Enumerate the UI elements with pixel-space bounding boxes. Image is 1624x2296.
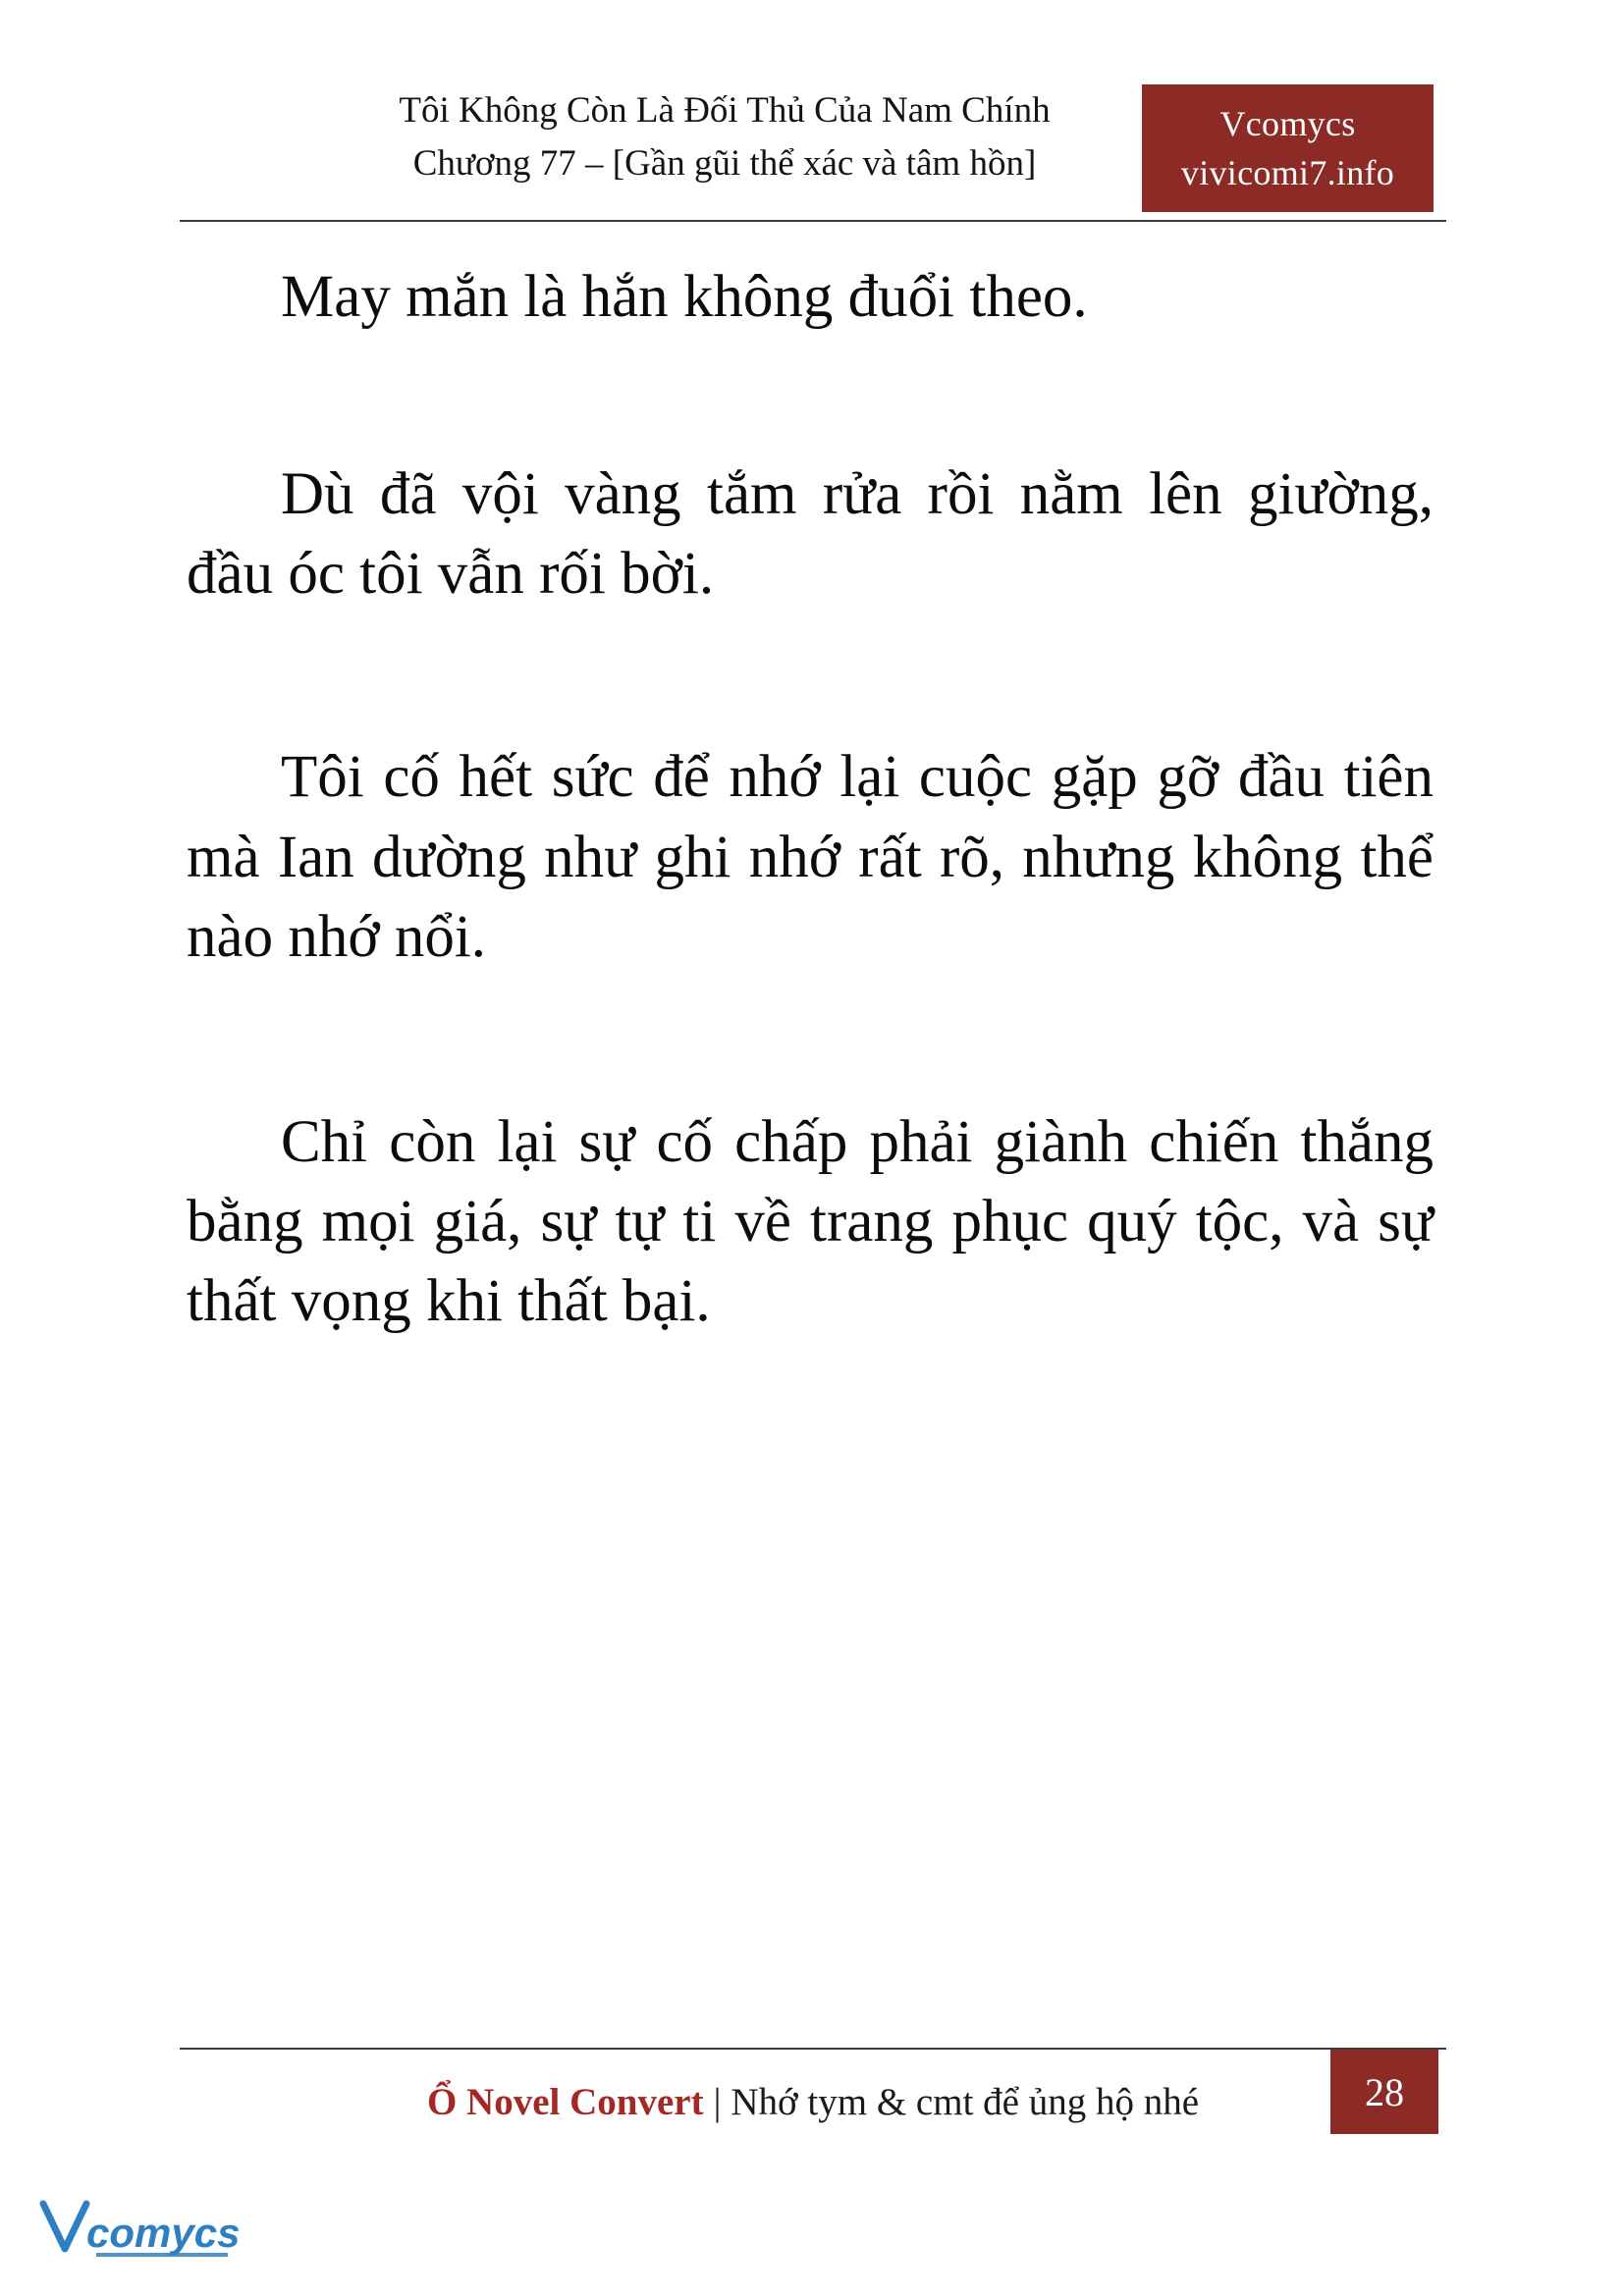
- header-title-block: [180, 84, 1270, 189]
- page-number-badge: [1330, 2050, 1438, 2134]
- vcomycs-watermark-logo: [35, 2188, 261, 2267]
- site-badge-name: Vcomycs: [1219, 103, 1356, 143]
- svg-text:comycs: comycs: [86, 2210, 241, 2256]
- site-badge-url: vivicomi7.info: [1180, 153, 1395, 192]
- header-divider: [180, 220, 1446, 222]
- footer-separator: |: [713, 2080, 722, 2123]
- chapter-title: [Gần gũi thể xác và tâm hồn]: [612, 142, 1037, 184]
- page-number: 28: [1365, 2069, 1404, 2114]
- paragraph-2: Dù đã vội vàng tắm rửa rồi nằm lên giường, đầu óc tôi vẫn rối bời.: [187, 461, 1434, 608]
- site-badge: [1142, 84, 1434, 212]
- paragraph-1: May mắn là hắn không đuổi theo.: [281, 264, 1088, 330]
- chapter-line: [180, 137, 1270, 190]
- paragraph-3: Tôi cố hết sức để nhớ lại cuộc gặp gỡ đầu tiên mà Ian dường như ghi nhớ rất rõ, nhưng không thể nào nhớ nổi.: [187, 744, 1434, 970]
- footer-credit: [180, 2065, 1446, 2138]
- footer-divider: [180, 2048, 1446, 2050]
- page-content: [187, 257, 1434, 1341]
- chapter-number: Chương 77 –: [412, 142, 604, 184]
- footer-note: Nhớ tym & cmt để ủng hộ nhé: [731, 2080, 1200, 2123]
- page-footer: [180, 2048, 1446, 2156]
- page-header: [180, 84, 1446, 222]
- footer-brand: Ổ Novel Convert: [426, 2080, 704, 2123]
- novel-title: Tôi Không Còn Là Đối Thủ Của Nam Chính: [399, 90, 1051, 131]
- paragraph-4: Chỉ còn lại sự cố chấp phải giành chiến thắng bằng mọi giá, sự tự ti về trang phục quý tộc, và sự thất vọng khi thất bại.: [187, 1108, 1434, 1334]
